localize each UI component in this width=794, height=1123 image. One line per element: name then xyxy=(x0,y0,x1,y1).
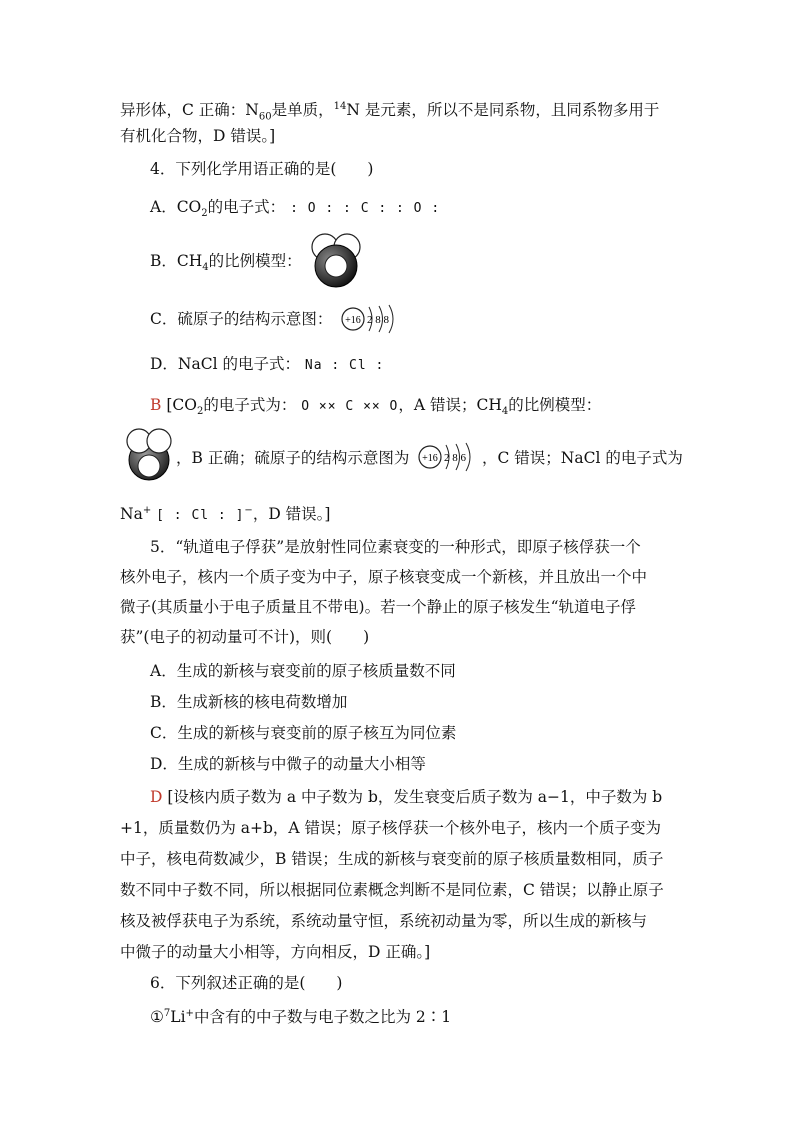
q5-option-a: A．生成的新核与衰变前的原子核质量数不同 xyxy=(150,662,456,680)
q4-option-b: B．$CH_4$的比例模型： xyxy=(150,252,302,274)
q4-answer-line-1: B [$CO_2$的电子式为： O ×× C ×× O，A 错误；$CH_4$的比例模型： xyxy=(150,396,602,418)
q5-stem-2: 核外电子，核内一个质子变为中子，原子核衰变成一个新核，并且放出一个中 xyxy=(120,568,648,586)
co2-correct-formula: O ×× C ×× O xyxy=(301,399,399,414)
q5-option-d: D．生成的新核与中微子的动量大小相等 xyxy=(150,755,426,773)
q5-answer-letter: D xyxy=(150,788,163,806)
prev-answer-line-1: 异形体，C 正确：$N_{60}$是单质，$^{14}$N 是元素，所以不是同系物，且同系物多用于 xyxy=(120,101,660,123)
q6-item-1: ①$^7$Li+中含有的中子数与电子数之比为 2∶1 xyxy=(150,1008,452,1027)
sulfur-correct-structure-diagram-icon xyxy=(416,441,480,473)
c-nucleus-label: +16 xyxy=(345,315,361,326)
co2-electron-formula: : O : : C : : O : xyxy=(290,201,441,216)
q4-answer-line-2b: ，C 错误；NaCl 的电子式为 xyxy=(482,449,683,467)
q5-answer-line-3: 中子，核电荷数减少，B 错误；生成的新核与衰变前的原子核质量数相同，质子 xyxy=(120,850,664,868)
q4-answer-line-2a: ，B 正确；硫原子的结构示意图为 xyxy=(176,449,410,467)
q5-stem-3: 微子(其质量小于电子质量且不带电)。若一个静止的原子核发生“轨道电子俘 xyxy=(120,598,637,616)
q6-stem: 6．下列叙述正确的是( ) xyxy=(150,974,343,992)
nacl-electron-formula: Na : Cl : xyxy=(304,358,385,373)
q5-stem-1: 5．“轨道电子俘获”是放射性同位素衰变的一种形式，即原子核俘获一个 xyxy=(150,538,641,556)
sulfur-atom-structure-diagram-icon xyxy=(339,303,403,335)
q5-answer-line-4: 数不同中子数不同，所以根据同位素概念判断不是同位素，C 错误；以静止原子 xyxy=(120,881,664,899)
ch4-correct-model-icon xyxy=(120,428,178,484)
c-shell-label: 2 8 8 xyxy=(367,314,389,326)
q4-answer-line-3: Na+ [ : Cl : ]−，D 错误。] xyxy=(120,505,331,524)
q4-answer-letter: B xyxy=(150,396,162,414)
q5-answer-line-6: 中微子的动量大小相等，方向相反，D 正确。] xyxy=(120,943,431,961)
q4-option-a: A．$CO_2$的电子式： : O : : C : : O : xyxy=(150,198,441,220)
q4-stem: 4．下列化学用语正确的是( ) xyxy=(150,160,374,178)
q4-option-d: D．NaCl 的电子式： Na : Cl : xyxy=(150,355,385,373)
q5-answer-line-5: 核及被俘获电子为系统，系统动量守恒，系统初动量为零，所以生成的新核与 xyxy=(120,912,648,930)
q5-stem-4: 获”(电子的初动量可不计)，则( ) xyxy=(120,628,370,646)
ch4-space-filling-model-icon xyxy=(306,232,366,290)
nacl-correct-formula: [ : Cl : ] xyxy=(156,508,245,524)
q5-option-c: C．生成的新核与衰变前的原子核互为同位素 xyxy=(150,724,457,742)
prev-answer-line-2: 有机化合物，D 错误。] xyxy=(120,127,276,145)
ans-nucleus-label: +16 xyxy=(422,453,438,464)
q5-answer-line-2: +1，质量数仍为 a+b，A 错误；原子核俘获一个核外电子，核内一个质子变为 xyxy=(120,819,662,837)
q5-answer-line-1: D [设核内质子数为 a 中子数为 b，发生衰变后质子数为 a−1，中子数为 b xyxy=(150,788,663,806)
q5-option-b: B．生成新核的核电荷数增加 xyxy=(150,693,348,711)
q4-option-c: C．硫原子的结构示意图： xyxy=(150,310,333,328)
ans-shell-label: 2 8 6 xyxy=(444,452,466,464)
